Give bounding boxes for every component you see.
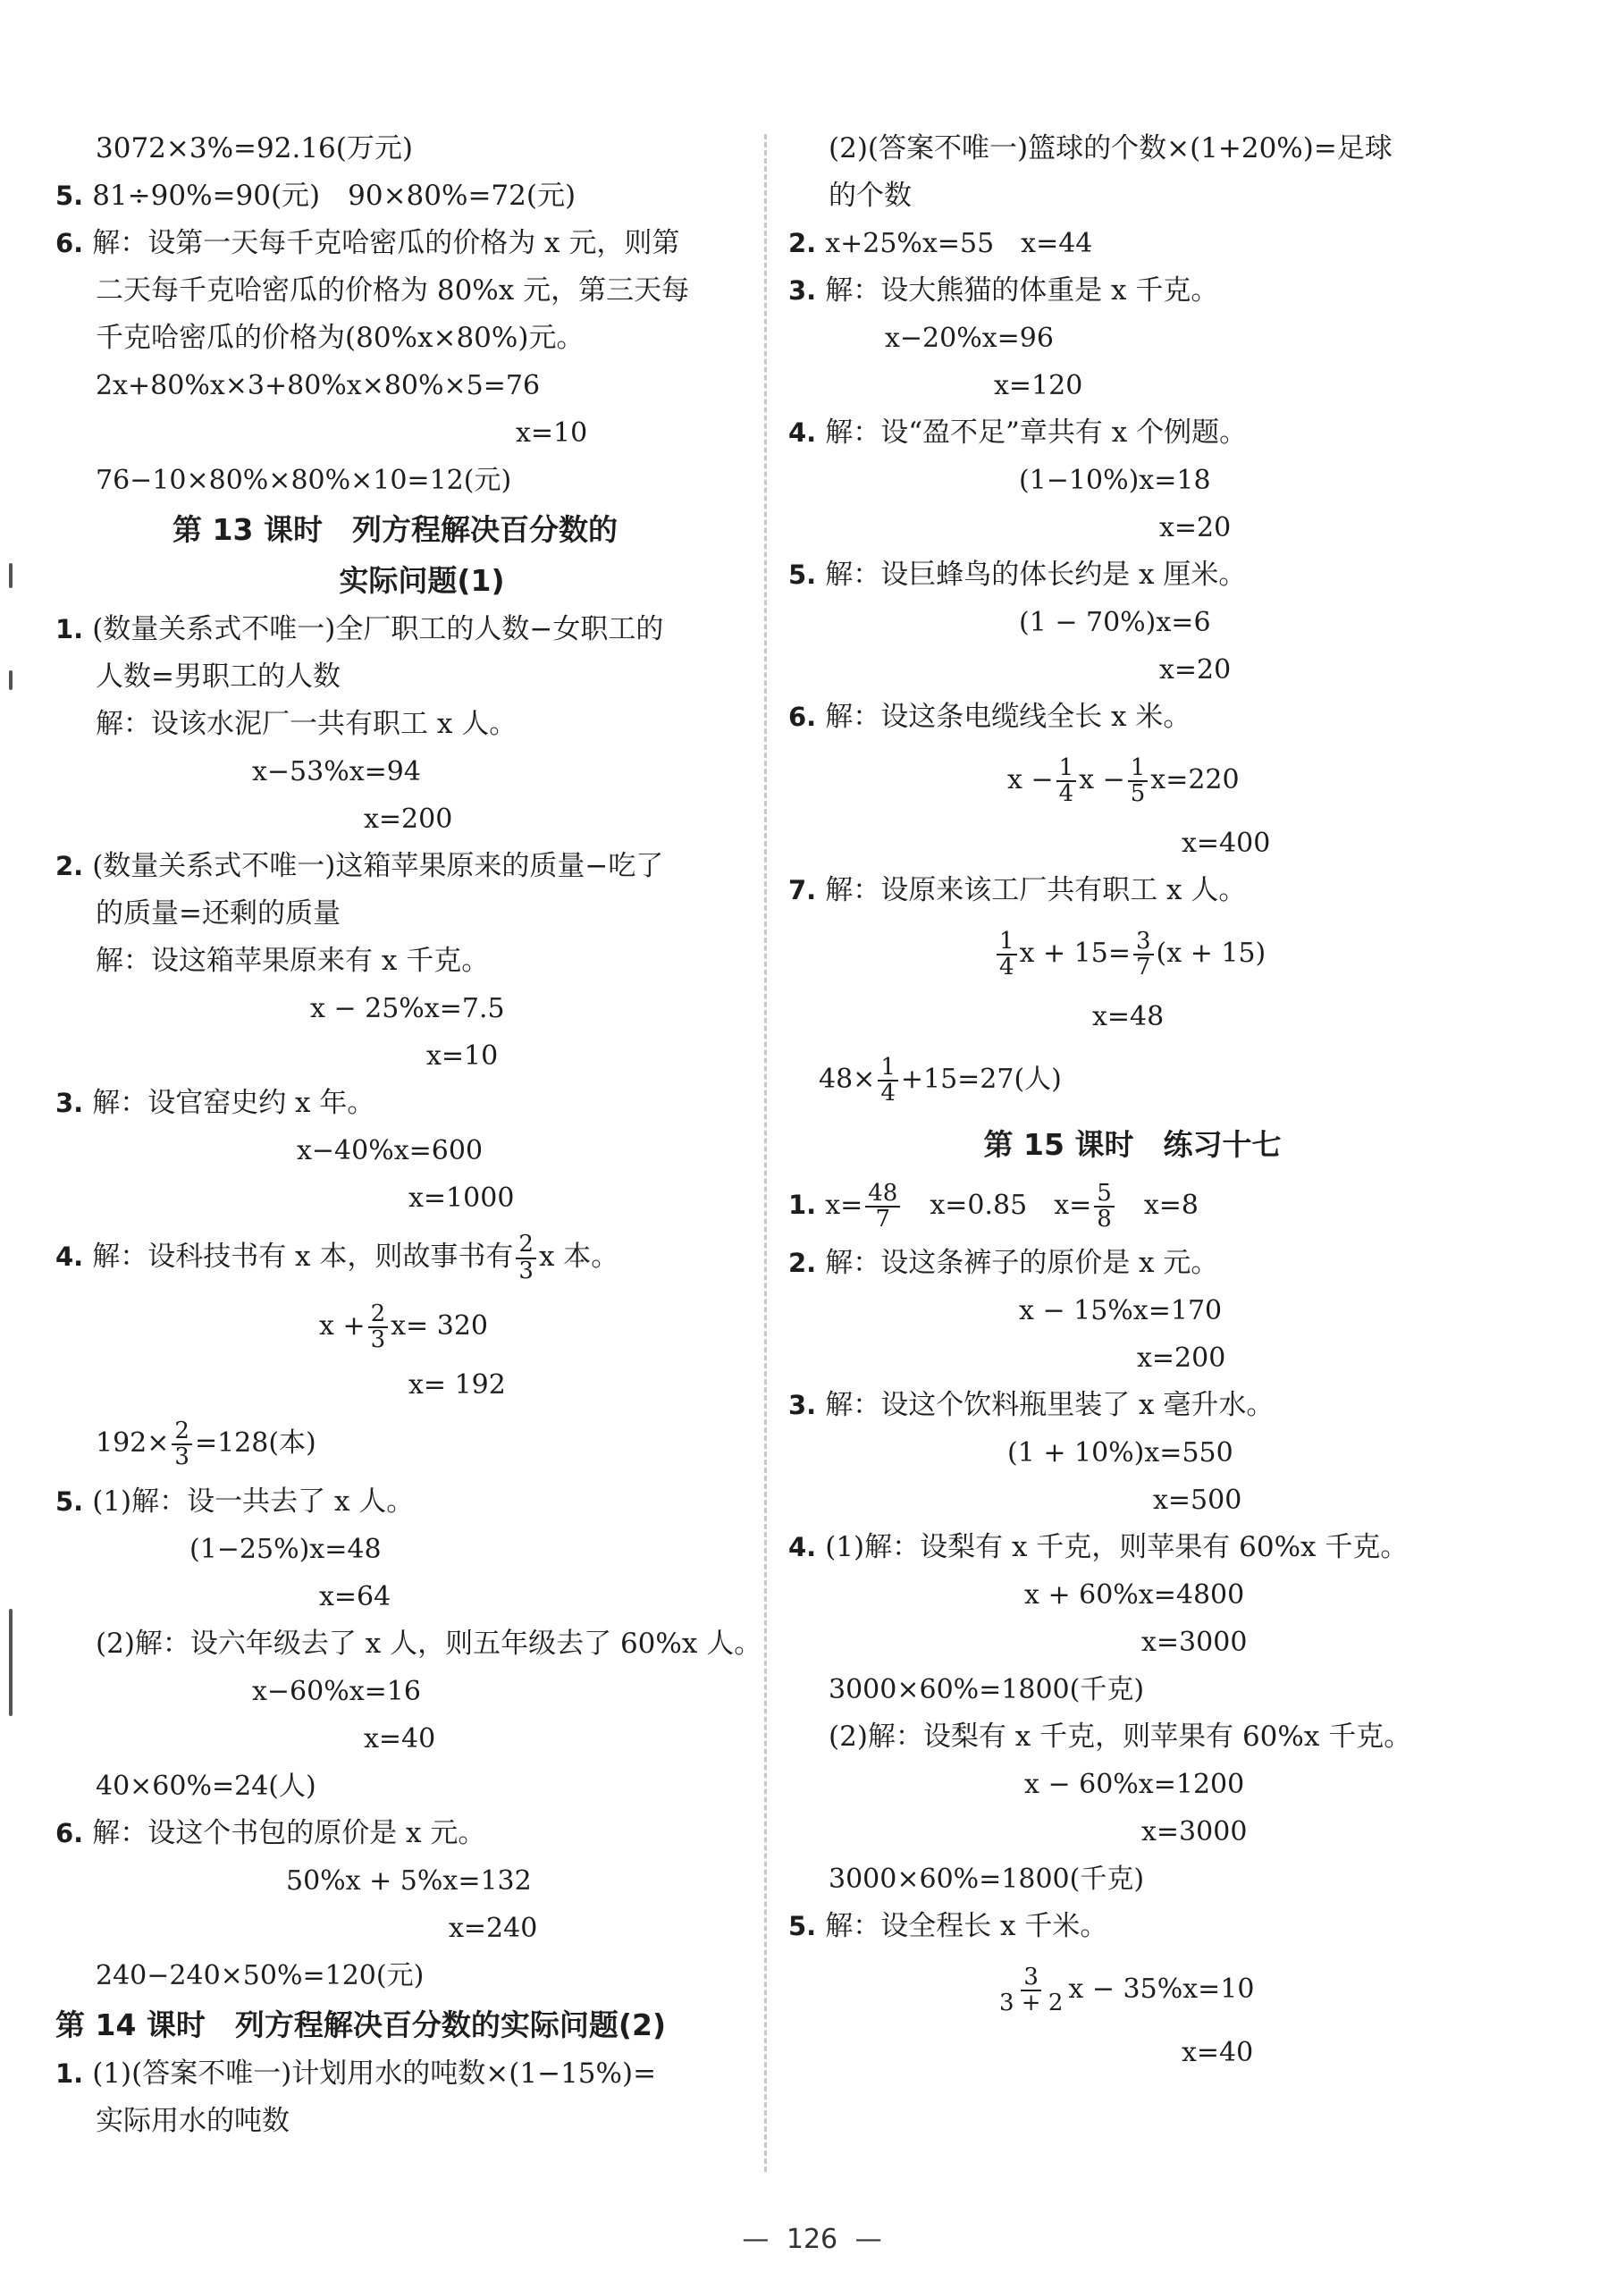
equation: 240−240×50%=120(元) (96, 1960, 425, 1991)
equation-part: x=0.85 x= (903, 1190, 1092, 1221)
equation-part: x=220 (1150, 764, 1240, 795)
equation-part: x= 320 (391, 1310, 488, 1342)
equation: x=20 (1159, 654, 1232, 686)
answer-line: 3072×3%=92.16(万元) (96, 132, 413, 164)
denominator: 4 (1058, 780, 1074, 807)
equation-part: +15=27(人) (900, 1064, 1062, 1095)
scan-edge-mark (9, 1609, 13, 1716)
item-number: 7. (788, 875, 817, 905)
answer-text: 解：设全程长 x 千米。 (825, 1910, 1108, 1942)
denominator: 7 (1136, 954, 1151, 980)
equation-part: x + (319, 1310, 366, 1342)
denominator: 4 (880, 1080, 896, 1107)
footer-dash: — (742, 2224, 770, 2255)
equation: x=10 (516, 417, 588, 449)
answer-line: 实际用水的吨数 (96, 2105, 290, 2137)
page-number: 126 (786, 2224, 838, 2255)
equation: x−53%x=94 (252, 756, 421, 787)
answer-line: 的个数 (829, 180, 912, 212)
answer-text: 解：设巨蜂鸟的体长约是 x 厘米。 (825, 559, 1247, 591)
fraction (172, 1419, 192, 1470)
scan-edge-mark (9, 670, 13, 690)
fraction (865, 1179, 900, 1233)
item-number: 5. (55, 181, 84, 211)
answer-line: (2)解：设六年级去了 x 人，则五年级去了 60%x 人。 (96, 1628, 762, 1660)
equation: x=40 (1182, 2037, 1254, 2068)
fraction (997, 927, 1017, 980)
equation: x=3000 (1141, 1627, 1248, 1658)
equation: 2x+80%x×3+80%x×80%×5=76 (96, 370, 541, 401)
equation: x=120 (994, 370, 1083, 401)
answer-text: 解：设官窑史约 x 年。 (92, 1087, 375, 1119)
equation: x=200 (1137, 1342, 1226, 1374)
answer-item-6 (55, 220, 762, 267)
equation: 3000×60%=1800(千克) (829, 1674, 1145, 1705)
equation: 40×60%=24(人) (96, 1771, 316, 1802)
answer-item-5 (55, 173, 762, 220)
equation: (1 + 10%)x=550 (1007, 1437, 1233, 1468)
answer-text: x 本。 (538, 1241, 619, 1273)
answer-item-1b (55, 2050, 762, 2098)
equation: (1−10%)x=18 (1019, 465, 1211, 496)
answer-item-5b (788, 1903, 1575, 1950)
answer-text: (1)(答案不唯一)计划用水的吨数×(1−15%)= (92, 2058, 657, 2090)
denominator: 3 (518, 1257, 534, 1284)
equation (788, 914, 1575, 993)
equation: x−20%x=96 (885, 323, 1054, 354)
equation (788, 1950, 1575, 2029)
answer-line: 二天每千克哈密瓜的价格为 80%x 元，第三天每 (96, 274, 690, 307)
item-number: 1. (788, 1190, 817, 1220)
denominator: 3 + 2 (999, 1990, 1064, 2016)
answer-line: (2)解：设梨有 x 千克，则苹果有 60%x 千克。 (829, 1721, 1412, 1753)
equation: x=400 (1182, 828, 1271, 859)
numerator: 3 (1021, 1965, 1041, 1991)
fraction (1128, 753, 1149, 807)
answer-line: 解：设这箱苹果原来有 x 千克。 (96, 945, 490, 977)
answer-line: (2)(答案不唯一)篮球的个数×(1+20%)=足球 (829, 132, 1393, 164)
equation: (1 − 70%)x=6 (1019, 607, 1211, 638)
equation-part: x= (825, 1190, 863, 1221)
equation-part: x=8 (1116, 1190, 1199, 1221)
numerator: 2 (368, 1302, 389, 1328)
equation: x=200 (364, 804, 453, 835)
section-heading-13: 第 13 课时 列方程解决百分数的 (172, 512, 618, 547)
item-number: 4. (788, 417, 817, 448)
answer-text: 解：设“盈不足”章共有 x 个例题。 (825, 417, 1248, 449)
equation: x=10 (426, 1040, 499, 1072)
equation: x + 60%x=4800 (1024, 1579, 1245, 1611)
equation-part: 48× (819, 1064, 876, 1095)
answer-line: 千克哈密瓜的价格为(80%x×80%)元。 (96, 322, 585, 354)
answer-text: (1)解：设一共去了 x 人。 (92, 1485, 415, 1518)
fraction (516, 1233, 536, 1283)
numerator: 5 (1094, 1182, 1115, 1208)
denominator: 3 (174, 1443, 189, 1470)
section-heading-13-cont: 实际问题(1) (339, 563, 505, 598)
equation: x=64 (319, 1581, 391, 1612)
item-number: 3. (788, 1390, 817, 1420)
answer-text: 解：设这个饮料瓶里装了 x 毫升水。 (825, 1389, 1275, 1421)
answer-line: 人数=男职工的人数 (96, 661, 341, 693)
fraction (368, 1302, 389, 1353)
answer-item-4 (788, 409, 1575, 457)
denominator: 3 (370, 1326, 386, 1353)
item-number: 5. (55, 1486, 84, 1517)
equation: x−60%x=16 (252, 1676, 421, 1707)
item-number: 1. (55, 2058, 84, 2089)
answer-item-3 (788, 267, 1575, 315)
numerator: 2 (172, 1419, 192, 1445)
equation-part: 192× (96, 1427, 170, 1459)
answer-text: (数量关系式不唯一)全厂职工的人数−女职工的 (92, 613, 664, 645)
answer-text: 解：设科技书有 x 本，则故事书有 (92, 1241, 514, 1273)
numerator: 1 (997, 930, 1017, 955)
footer-dash: — (854, 2224, 882, 2255)
numerator: 3 (1133, 930, 1154, 955)
item-number: 1. (55, 614, 84, 644)
equation: x=20 (1159, 512, 1232, 543)
equation (55, 1409, 762, 1478)
answer-item-5b (55, 1478, 762, 1526)
denominator: 4 (999, 954, 1014, 980)
denominator: 5 (1130, 780, 1146, 807)
item-number: 4. (55, 1241, 84, 1272)
answer-text: 81÷90%=90(元) 90×80%=72(元) (92, 180, 576, 212)
fraction (1133, 927, 1154, 980)
equation (55, 1292, 762, 1361)
page-footer (0, 2224, 1624, 2255)
left-column (55, 125, 762, 2145)
numerator: 1 (878, 1056, 898, 1081)
equation: x= 192 (408, 1369, 506, 1401)
answer-text: (数量关系式不唯一)这箱苹果原来的质量−吃了 (92, 850, 664, 882)
equation-part: (x + 15) (1156, 938, 1266, 969)
column-divider (764, 134, 767, 2172)
denominator: 8 (1097, 1206, 1112, 1233)
item-number: 3. (55, 1088, 84, 1118)
answer-item-6 (788, 694, 1575, 741)
answer-line: 的质量=还剩的质量 (96, 897, 341, 930)
fraction (1094, 1179, 1115, 1233)
section-heading-15: 第 15 课时 练习十七 (983, 1127, 1282, 1162)
item-number: 2. (55, 851, 84, 881)
equation: x=500 (1153, 1485, 1242, 1516)
numerator: 2 (516, 1233, 536, 1258)
equation: x−40%x=600 (297, 1135, 484, 1166)
equation (788, 1040, 1575, 1119)
equation: x − 25%x=7.5 (310, 993, 505, 1024)
answer-item-3b (788, 1382, 1575, 1429)
answer-item-2 (55, 843, 762, 890)
item-number: 4. (788, 1532, 817, 1562)
equation: 76−10×80%×80%×10=12(元) (96, 465, 512, 496)
equation-part: =128(本) (194, 1427, 316, 1459)
answer-item-5 (788, 551, 1575, 599)
item-number: 2. (788, 1248, 817, 1278)
answer-item-2b (788, 1240, 1575, 1287)
answer-text: 解：设第一天每千克哈密瓜的价格为 x 元，则第 (92, 227, 680, 259)
equation: (1−25%)x=48 (189, 1534, 382, 1565)
answer-text: 解：设这个书包的原价是 x 元。 (92, 1817, 486, 1849)
numerator: 1 (1128, 756, 1149, 782)
item-number: 2. (788, 228, 817, 258)
item-number: 6. (788, 702, 817, 732)
equation: x − 15%x=170 (1019, 1295, 1223, 1326)
fraction (997, 1965, 1065, 2016)
equation: x=1000 (408, 1182, 515, 1214)
equation: x=240 (449, 1913, 538, 1944)
equation-part: x − (1007, 764, 1054, 795)
equation: x − 60%x=1200 (1024, 1769, 1245, 1800)
item-number: 5. (788, 1911, 817, 1941)
equation: 3000×60%=1800(千克) (829, 1864, 1145, 1895)
equation: x=40 (364, 1723, 436, 1755)
right-column (788, 125, 1575, 2076)
numerator: 1 (1056, 756, 1077, 782)
answer-text: 解：设原来该工厂共有职工 x 人。 (825, 874, 1247, 906)
answer-text: (1)解：设梨有 x 千克，则苹果有 60%x 千克。 (825, 1531, 1409, 1563)
equation-part: x + 15= (1019, 938, 1131, 969)
scan-edge-mark (9, 563, 13, 588)
section-heading-14: 第 14 课时 列方程解决百分数的实际问题(2) (55, 2007, 667, 2042)
answer-text: x+25%x=55 x=44 (825, 228, 1093, 259)
denominator: 7 (875, 1206, 891, 1233)
numerator: 48 (865, 1182, 900, 1208)
answer-item-4 (55, 1222, 762, 1292)
fraction (1056, 753, 1077, 807)
fraction (878, 1053, 898, 1107)
item-number: 5. (788, 560, 817, 590)
answer-line: 解：设该水泥厂一共有职工 x 人。 (96, 708, 517, 740)
equation-part: x − 35%x=10 (1068, 1973, 1255, 2005)
answer-item-7 (788, 867, 1575, 914)
answer-text: 解：设这条裤子的原价是 x 元。 (825, 1247, 1219, 1279)
answer-item-4b (788, 1524, 1575, 1571)
answer-item-1 (55, 606, 762, 653)
equation-part: x − (1079, 764, 1125, 795)
equation: x=3000 (1141, 1816, 1248, 1847)
answer-item-2 (788, 220, 1575, 267)
answer-item-3 (55, 1080, 762, 1127)
answer-text: 解：设这条电缆线全长 x 米。 (825, 701, 1191, 733)
answer-text: 解：设大熊猫的体重是 x 千克。 (825, 274, 1219, 307)
equation: x=48 (1092, 1001, 1165, 1032)
item-number: 3. (788, 275, 817, 306)
answer-item-6b (55, 1810, 762, 1857)
item-number: 6. (55, 228, 84, 258)
answer-item-1 (788, 1170, 1575, 1240)
equation (788, 741, 1575, 820)
item-number: 6. (55, 1818, 84, 1848)
equation: 50%x + 5%x=132 (286, 1865, 532, 1897)
